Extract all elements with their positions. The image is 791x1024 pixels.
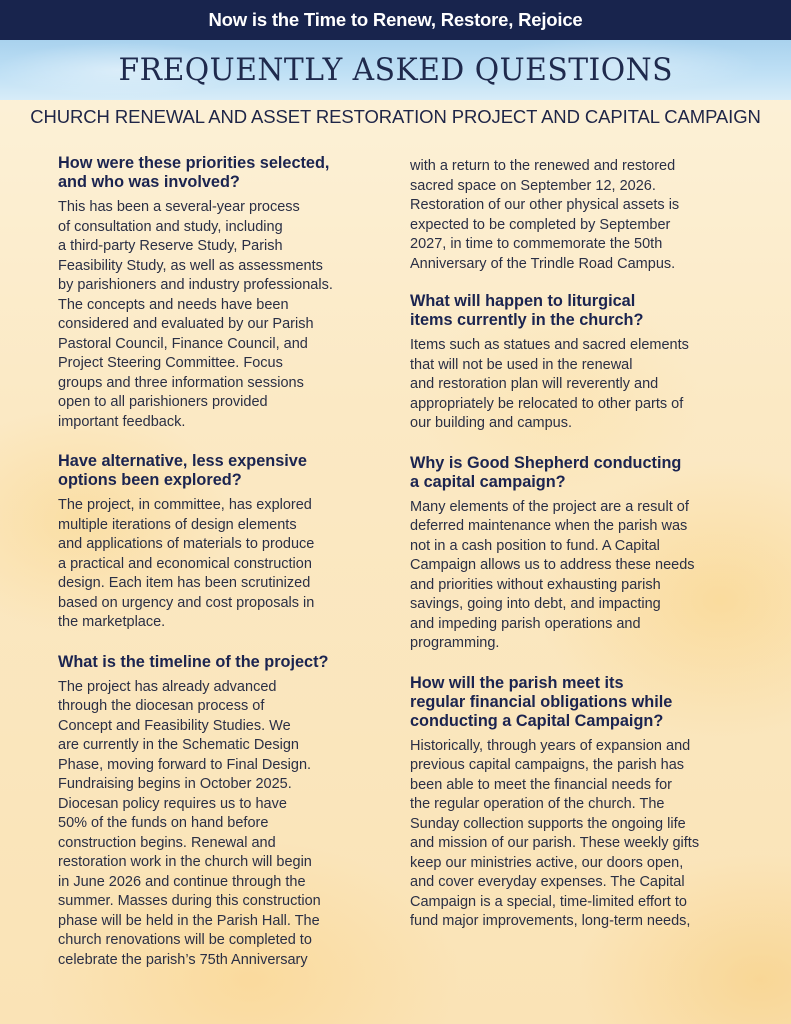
answer-line: Many elements of the project are a result of xyxy=(410,498,689,515)
faq-answer xyxy=(58,496,378,633)
answer-line: Phase, moving forward to Final Design. xyxy=(58,756,312,773)
page-title: FREQUENTLY ASKED QUESTIONS xyxy=(118,52,673,88)
answer-line: Sunday collection supports the ongoing life xyxy=(410,815,686,832)
question-line: Why is Good Shepherd conducting xyxy=(410,453,682,472)
answer-line: important feedback. xyxy=(58,413,186,430)
answer-line: summer. Masses during this construction xyxy=(58,893,321,909)
answer-line: Items such as statues and sacred elements xyxy=(410,337,689,353)
faq-item xyxy=(410,292,750,434)
answer-line: previous capital campaigns, the parish has xyxy=(410,757,685,773)
answer-line: of consultation and study, including xyxy=(58,218,283,235)
answer-line: in June 2026 and continue through the xyxy=(58,873,306,890)
page-subtitle: CHURCH RENEWAL AND ASSET RESTORATION PROJECT AND CAPITAL CAMPAIGN xyxy=(30,106,761,127)
answer-line: Historically, through years of expansion and xyxy=(410,737,691,754)
faq-answer-continued xyxy=(410,157,750,274)
answer-line: the marketplace. xyxy=(58,614,166,630)
answer-line: Pastoral Council, Finance Council, and xyxy=(58,335,308,352)
question-line: conducting a Capital Campaign? xyxy=(410,711,664,730)
answer-line: and impeding parish operations and xyxy=(410,615,641,632)
answer-line: The project, in committee, has explored xyxy=(58,497,312,513)
question-line: a capital campaign? xyxy=(410,472,566,491)
question-line: options been explored? xyxy=(58,471,242,489)
faq-question xyxy=(58,452,378,490)
answer-line: and priorities without exhausting parish xyxy=(410,576,661,593)
top-banner xyxy=(0,0,791,40)
faq-answer xyxy=(410,336,750,434)
answer-line: open to all parishioners provided xyxy=(58,394,268,410)
answer-line: Concept and Feasibility Studies. We xyxy=(58,717,291,734)
answer-line: that will not be used in the renewal xyxy=(410,356,633,373)
answer-line: Diocesan policy requires us to have xyxy=(58,795,287,812)
question-line: How were these priorities selected, xyxy=(58,154,330,172)
answer-line: Campaign is a special, time-limited effort to xyxy=(410,893,687,910)
answer-line: keep our ministries active, our doors open, xyxy=(410,854,684,871)
title-band xyxy=(0,40,791,100)
answer-line: a third-party Reserve Study, Parish xyxy=(58,238,283,254)
answer-line: multiple iterations of design elements xyxy=(58,516,297,533)
banner-text: Now is the Time to Renew, Restore, Rejoice xyxy=(208,9,583,30)
faq-item xyxy=(58,653,378,971)
answer-line: design. Each item has been scrutinized xyxy=(58,575,311,591)
answer-line: The concepts and needs have been xyxy=(58,296,289,313)
answer-line: through the diocesan process of xyxy=(58,698,265,714)
question-line: regular financial obligations while xyxy=(410,692,673,711)
answer-line: a practical and economical construction xyxy=(58,555,312,572)
answer-line: savings, going into debt, and impacting xyxy=(410,596,661,612)
answer-line: with a return to the renewed and restored xyxy=(410,158,676,174)
right-column xyxy=(410,157,750,952)
answer-line: Project Steering Committee. Focus xyxy=(58,355,283,371)
answer-line: and applications of materials to produce xyxy=(58,536,315,552)
answer-line: and restoration plan will reverently and xyxy=(410,376,659,392)
answer-line: phase will be held in the Parish Hall. The xyxy=(58,912,320,929)
answer-line: expected to be completed by September xyxy=(410,216,671,233)
answer-line: Anniversary of the Trindle Road Campus. xyxy=(410,255,676,272)
answer-line: restoration work in the church will begin xyxy=(58,854,312,870)
answer-line: the regular operation of the church. The xyxy=(410,796,665,812)
faq-answer xyxy=(58,198,378,432)
answer-line: Feasibility Study, as well as assessments xyxy=(58,257,323,274)
answer-line: fund major improvements, long-term needs, xyxy=(410,913,691,929)
faq-item xyxy=(58,452,378,633)
answer-line: church renovations will be completed to xyxy=(58,932,312,948)
answer-line: The project has already advanced xyxy=(58,678,277,695)
answer-line: deferred maintenance when the parish was xyxy=(410,518,688,534)
question-line: items currently in the church? xyxy=(410,311,644,329)
question-line: What will happen to liturgical xyxy=(410,292,636,310)
answer-line: Restoration of our other physical assets is xyxy=(410,197,680,213)
answer-line: appropriately be relocated to other parts of xyxy=(410,395,684,412)
answer-line: programming. xyxy=(410,635,500,651)
faq-item xyxy=(58,154,378,432)
answer-line: construction begins. Renewal and xyxy=(58,834,276,851)
question-line: and who was involved? xyxy=(58,173,240,191)
question-line: How will the parish meet its xyxy=(410,673,624,692)
answer-line: Campaign allows us to address these needs xyxy=(410,557,695,573)
question-line: What is the timeline of the project? xyxy=(58,652,329,671)
answer-line: 2027, in time to commemorate the 50th xyxy=(410,236,663,252)
faq-question xyxy=(58,154,378,192)
left-column xyxy=(58,154,378,990)
faq-answer xyxy=(410,498,750,654)
answer-line: considered and evaluated by our Parish xyxy=(58,316,314,332)
faq-answer xyxy=(58,678,378,971)
answer-line: groups and three information sessions xyxy=(58,374,304,391)
answer-line: been able to meet the financial needs for xyxy=(410,776,672,793)
answer-line: This has been a several-year process xyxy=(58,199,300,215)
faq-item xyxy=(410,674,750,932)
faq-question xyxy=(410,454,750,492)
question-line: Have alternative, less expensive xyxy=(58,452,307,470)
faq-question xyxy=(410,292,750,330)
answer-line: our building and campus. xyxy=(410,415,573,431)
answer-line: 50% of the funds on hand before xyxy=(58,815,269,831)
faq-item xyxy=(410,454,750,654)
answer-line: and cover everyday expenses. The Capital xyxy=(410,874,685,890)
faq-question xyxy=(58,653,378,672)
faq-answer xyxy=(410,737,750,932)
answer-line: Fundraising begins in October 2025. xyxy=(58,776,292,792)
answer-line: celebrate the parish’s 75th Anniversary xyxy=(58,951,308,968)
answer-line: based on urgency and cost proposals in xyxy=(58,594,315,611)
answer-line: and mission of our parish. These weekly gifts xyxy=(410,835,700,851)
answer-line: are currently in the Schematic Design xyxy=(58,737,299,753)
answer-line: not in a cash position to fund. A Capital xyxy=(410,537,660,554)
faq-question xyxy=(410,674,750,731)
answer-line: by parishioners and industry professionals. xyxy=(58,277,333,293)
answer-line: sacred space on September 12, 2026. xyxy=(410,177,656,194)
